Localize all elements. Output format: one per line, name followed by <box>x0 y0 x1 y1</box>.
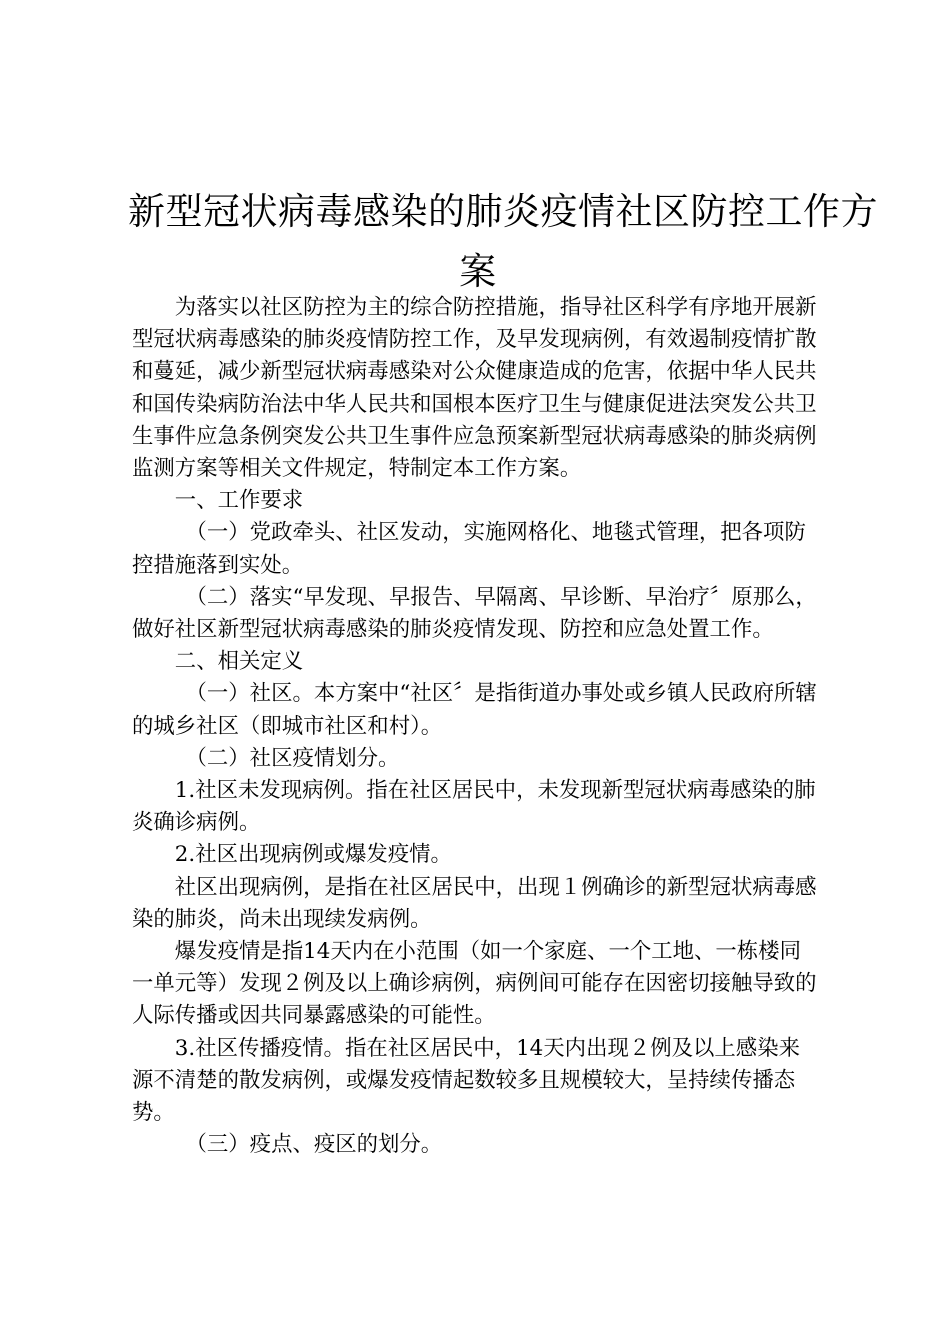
title-line-2: 案 <box>459 250 497 293</box>
section-heading-work-requirements: 一、工作要求 <box>174 488 304 514</box>
document-body <box>132 292 818 1161</box>
paragraph-requirement-1: （一）党政牵头、社区发动，实施网格化、地毯式管理，把各项防控措施落到实处。 <box>132 520 806 578</box>
section-heading-definitions: 二、相关定义 <box>174 649 304 675</box>
document-title <box>128 182 878 302</box>
paragraph-community-transmission: 3.社区传播疫情。指在社区居民中，14天内出现２例及以上感染来源不清楚的散发病例，或爆发疫情起数较多且规模较大，呈持续传播态势。 <box>132 1035 800 1126</box>
paragraph-outbreak-definition: 爆发疫情是指14天内在小范围（如一个家庭、一个工地、一栋楼同一单元等）发现２例及以上确诊病例，病例间可能存在因密切接触导致的人际传播或因共同暴露感染的可能性。 <box>132 939 817 1029</box>
paragraph-no-cases: 1.社区未发现病例。指在社区居民中，未发现新型冠状病毒感染的肺炎确诊病例。 <box>132 778 816 836</box>
title-line-1: 新型冠状病毒感染的肺炎疫情社区防控工作方 <box>128 190 878 233</box>
paragraph-epidemic-area-division: （三）疫点、疫区的划分。 <box>185 1132 443 1158</box>
paragraph-cases-or-outbreak: 2.社区出现病例或爆发疫情。 <box>174 842 452 868</box>
paragraph-outbreak-classification: （二）社区疫情划分。 <box>185 745 400 771</box>
intro-paragraph: 为落实以社区防控为主的综合防控措施，指导社区科学有序地开展新型冠状病毒感染的肺炎疫情防控工作，及早发现病例，有效遏制疫情扩散和蔓延，减少新型冠状病毒感染对公众健康造成的危害，依据中华人民共和国传染病防治法中华人民共和国根本医疗卫生与健康促进法突发公共卫生事件应急条例突发公共卫生事件应急预案新型冠状病毒感染的肺炎病例监测方案等相关文件规定，特制定本工作方案。 <box>132 295 817 482</box>
paragraph-definition-community: （一）社区。本方案中“社区〞是指街道办事处或乡镇人民政府所辖的城乡社区（即城市社区和村）。 <box>132 681 817 739</box>
paragraph-cases-definition: 社区出现病例，是指在社区居民中，出现１例确诊的新型冠状病毒感染的肺炎，尚未出现续发病例。 <box>132 874 817 932</box>
paragraph-requirement-2: （二）落实“早发现、早报告、早隔离、早诊断、早治疗〞原那么，做好社区新型冠状病毒感染的肺炎疫情发现、防控和应急处置工作。 <box>132 584 817 643</box>
